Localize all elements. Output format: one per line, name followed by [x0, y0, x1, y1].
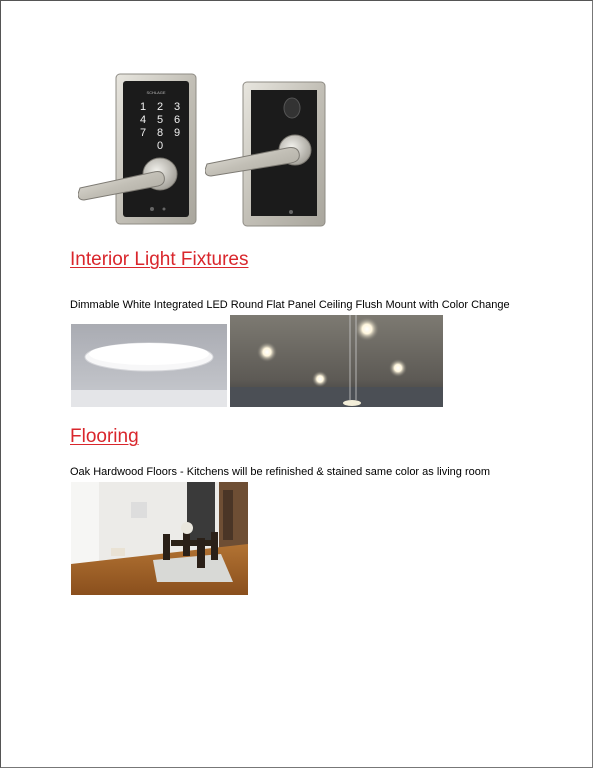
lever-lock-image [205, 80, 331, 228]
flush-mount-light-image [71, 324, 227, 407]
keypad-brand: SCHLAGE [146, 90, 166, 95]
keypad-key-0: 0 [156, 140, 164, 152]
keypad-key-1: 1 [139, 101, 147, 113]
keypad-key-5: 5 [156, 114, 164, 126]
keypad-lever-lock-image [78, 72, 200, 227]
keypad-key-9: 9 [173, 127, 181, 139]
hardwood-dining-room-image [71, 482, 248, 595]
keypad-key-3: 3 [173, 101, 181, 113]
flooring-heading: Flooring [70, 426, 139, 447]
keypad-key-8: 8 [156, 127, 164, 139]
keypad-key-4: 4 [139, 114, 147, 126]
lighting-heading: Interior Light Fixtures [70, 249, 249, 270]
keypad-key-6: 6 [173, 114, 181, 126]
recessed-lights-image [230, 315, 443, 407]
keypad-key-2: 2 [156, 101, 164, 113]
keypad-key-7: 7 [139, 127, 147, 139]
lighting-caption: Dimmable White Integrated LED Round Flat Panel Ceiling Flush Mount with Color Change [70, 299, 510, 311]
flooring-caption: Oak Hardwood Floors - Kitchens will be refinished & stained same color as living room [70, 466, 491, 478]
